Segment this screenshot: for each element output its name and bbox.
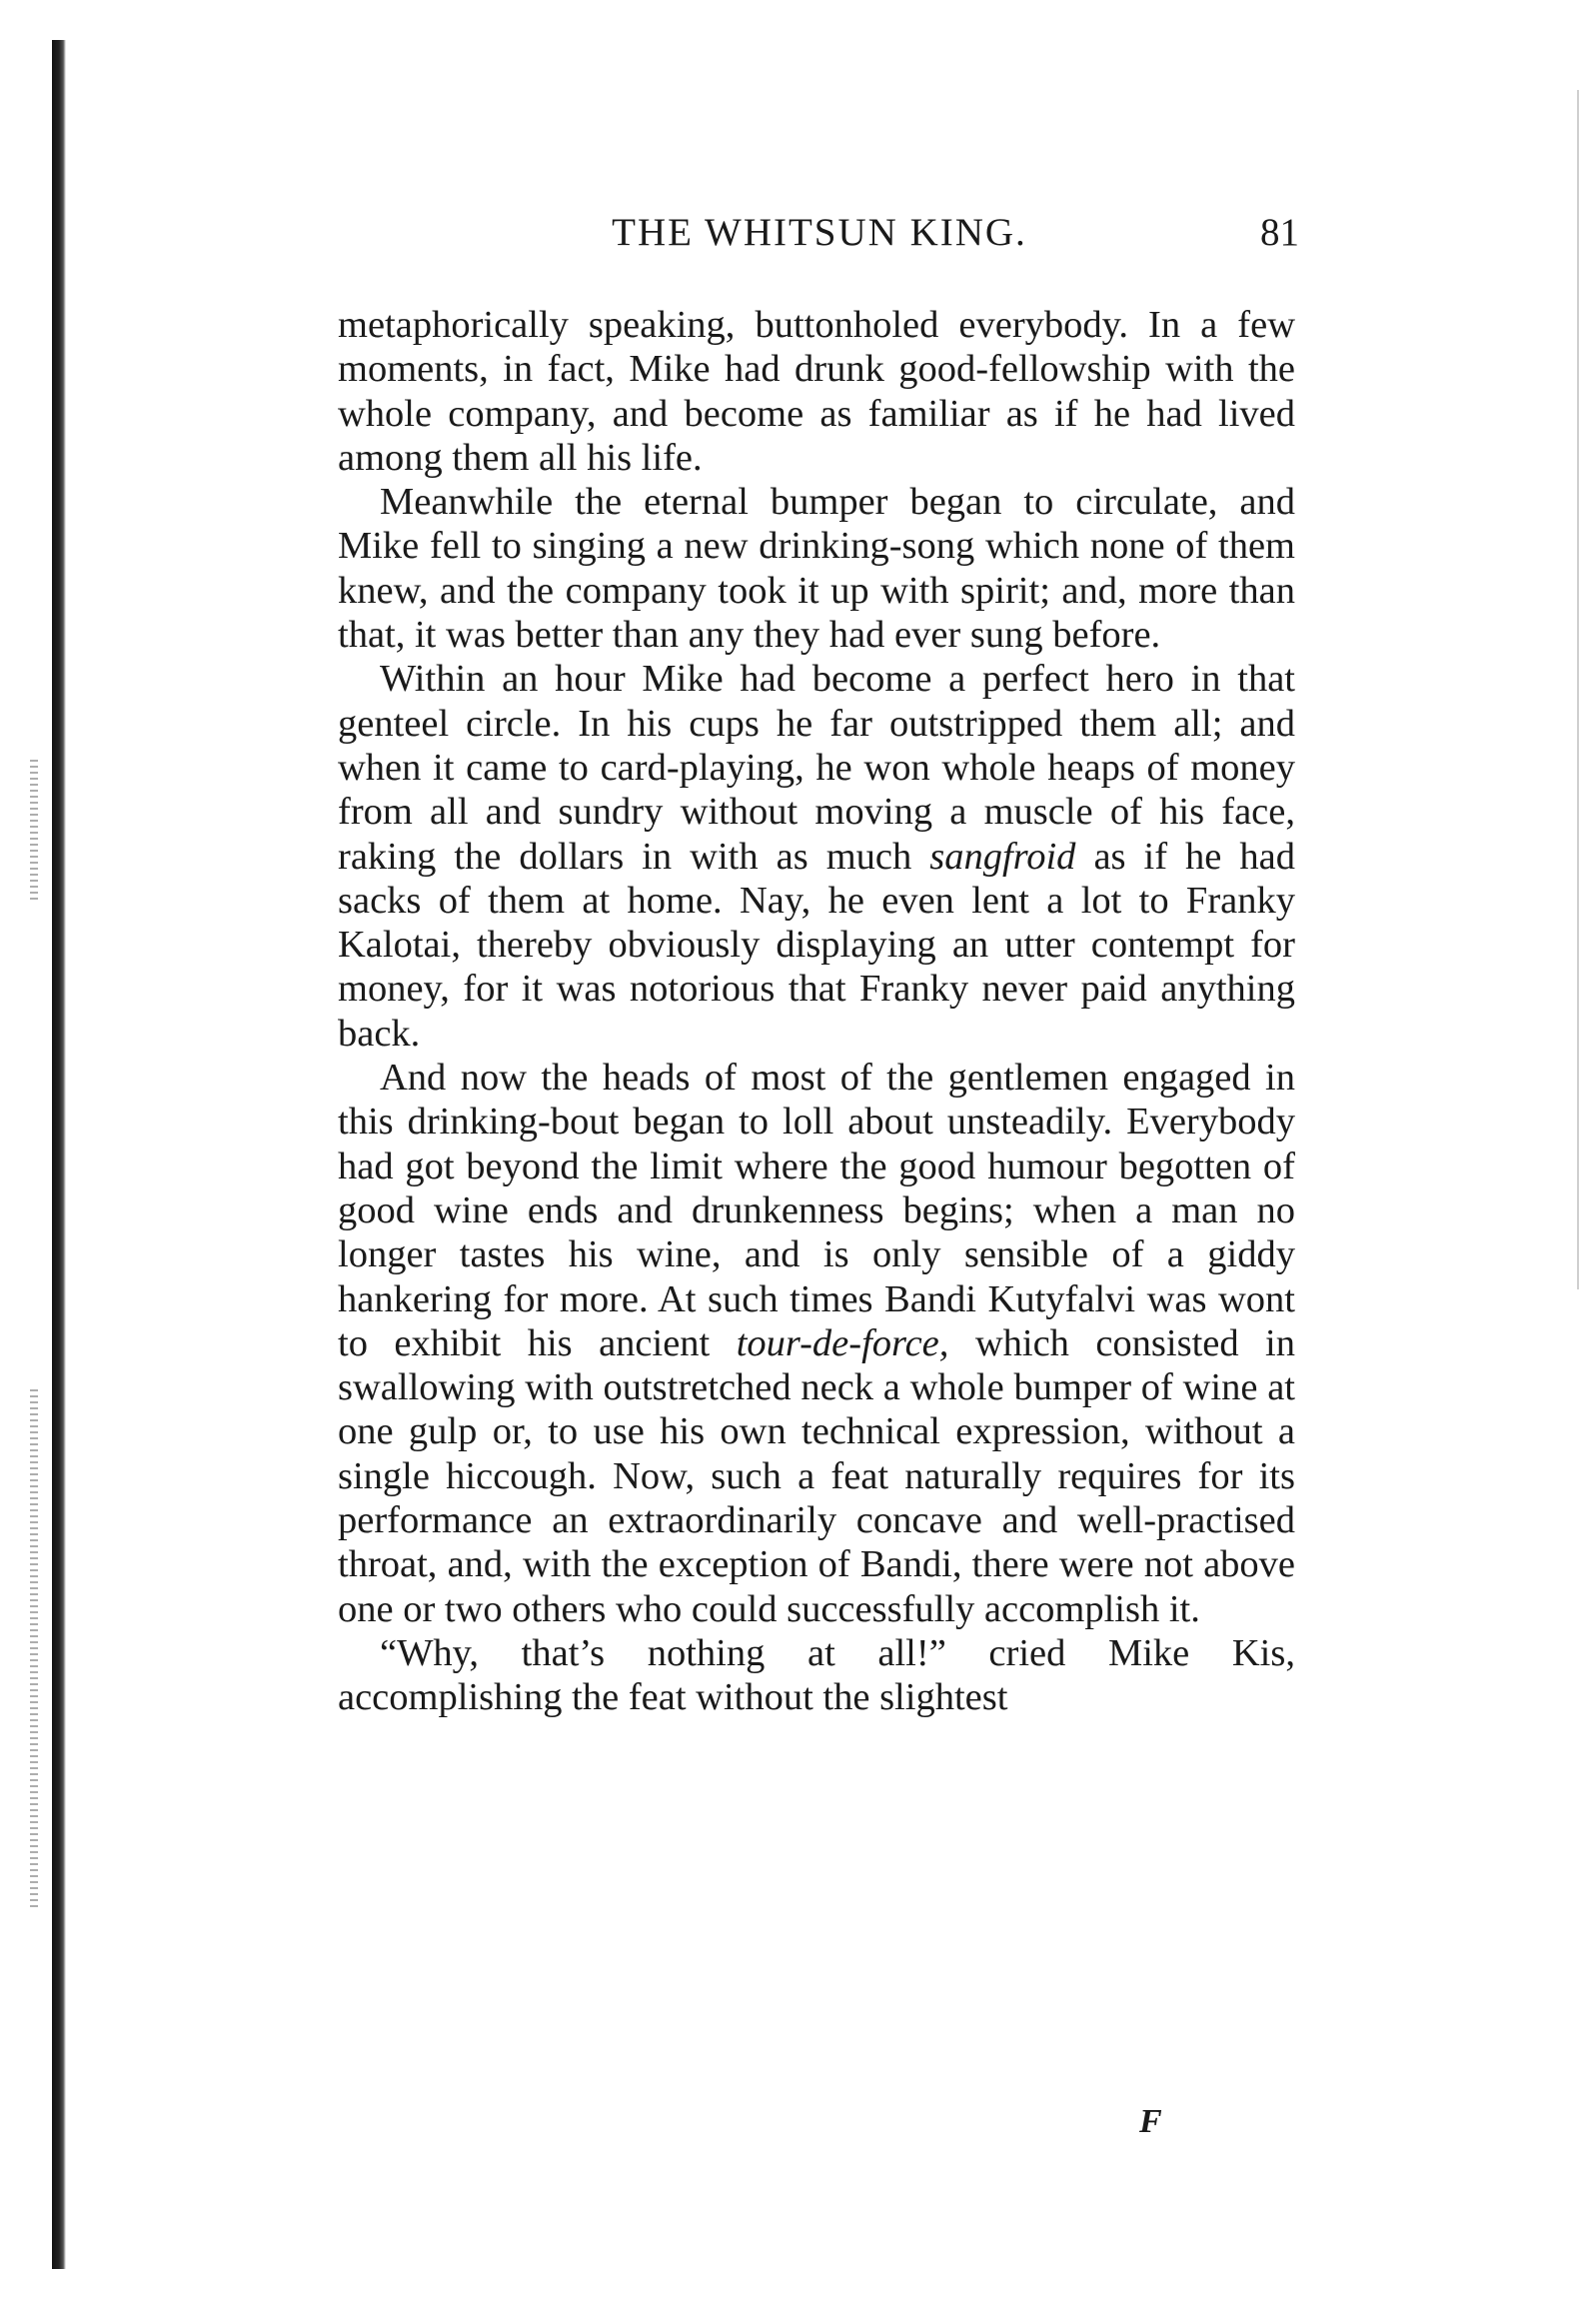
running-title: THE WHITSUN KING. bbox=[612, 211, 1027, 254]
body-text bbox=[338, 303, 1295, 1720]
paragraph bbox=[338, 1056, 1295, 1631]
paragraph-text: And now the heads of most of the gentlemen engaged in this drinking-bout began to loll about unsteadily. Everybody had got beyond the limit where the good humour begotten of good wine ends and drunkenness begins; when a man no longer tastes his wine, and is only sensible of a giddy hankering for more. At such times Bandi Kutyfalvi was wont to exhibit his ancient bbox=[338, 1057, 1295, 1364]
page-number: 81 bbox=[1260, 211, 1299, 254]
paragraph: Meanwhile the eternal bumper began to circulate, and Mike fell to singing a new drinking-song which none of them knew, and the company took it up with spirit; and, more than that, it was better than any they had ever sung before. bbox=[338, 481, 1295, 657]
gutter-speckle bbox=[30, 1389, 38, 1909]
gutter-speckle bbox=[30, 760, 38, 900]
italic-phrase: sangfroid bbox=[929, 835, 1076, 878]
signature-mark: F bbox=[1139, 2103, 1162, 2140]
paragraph-text: which consisted in swallowing with outstretched neck a whole bumper of wine at one gulp or, to use his own technical expression, without a single hiccough. Now, such a feat naturally requires for its performance an extraordinarily concave and well-practised throat, and, with the exception of Bandi, there were not above one or two others who could successfully accomplish it. bbox=[338, 1321, 1295, 1630]
italic-phrase: tour-de-force, bbox=[736, 1321, 949, 1364]
paragraph: metaphorically speaking, buttonholed everybody. In a few moments, in fact, Mike had drunk good-fellowship with the whole company, and become as familiar as if he had lived among them all his life. bbox=[338, 304, 1295, 479]
paragraph: “Why, that’s nothing at all!” cried Mike Kis, accomplishing the feat without the slightest bbox=[338, 1631, 1295, 1719]
paragraph-text: as if he had sacks of them at home. Nay, he even lent a lot to Franky Kalotai, thereby obviously displaying an utter contempt for money, for it was notorious that Franky never paid anything back. bbox=[338, 835, 1295, 1055]
running-head bbox=[340, 210, 1299, 270]
page-edge-line bbox=[1577, 90, 1579, 1289]
paragraph bbox=[338, 657, 1295, 1056]
gutter-shadow bbox=[52, 40, 66, 2269]
paragraph-text: Within an hour Mike had become a perfect hero in that genteel circle. In his cups he far outstripped them all; and when it came to card-playing, he won whole heaps of money from all and sundry without moving a muscle of his face, raking the dollars in with as much bbox=[338, 658, 1295, 878]
